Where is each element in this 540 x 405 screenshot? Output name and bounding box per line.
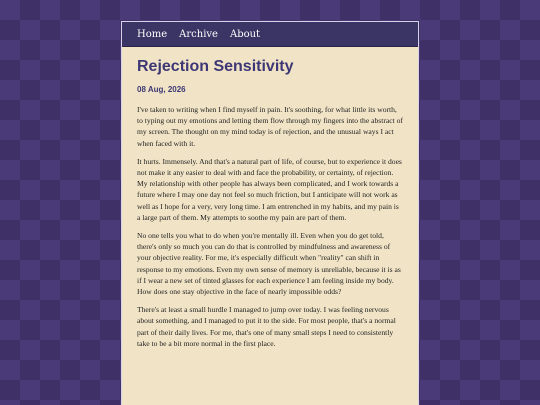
post-body: [137, 104, 403, 349]
post-paragraph: There's at least a small hurdle I managed to jump over today. I was feeling nervous about something, and I managed to put it to the side. For most people, that's a normal part of their daily lives. For me, that's one of many small steps I need to consistently take to be a bit more normal in the first place.: [137, 305, 396, 348]
nav-archive-link[interactable]: Archive: [179, 28, 218, 40]
post-paragraph: I've taken to writing when I find myself in pain. It's soothing, for what little its worth, to typing out my emotions and letting them flow through my fingers into the abstract of my screen. The thought on my mind today is of rejection, and the unusual ways I act when faced with it.: [137, 105, 403, 148]
blog-container: [121, 21, 419, 405]
navbar: [122, 22, 418, 47]
nav-about-link[interactable]: About: [229, 28, 261, 40]
nav-home-link[interactable]: Home: [137, 28, 168, 40]
post-content: [122, 47, 418, 349]
post-title: Rejection Sensitivity: [137, 58, 294, 75]
post-date: 08 Aug, 2026: [137, 85, 186, 94]
post-paragraph: It hurts. Immensely. And that's a natural part of life, of course, but to experience it does not make it any easier to deal with and face the probability, or certainty, of rejection. My relationship with other people has always been complicated, and I work towards a future where I may one day not feel so much friction, but I anticipate will not work as well as I hope for a very, very long time. I am entrenched in my habits, and my pain is a large part of them. My attempts to soothe my pain are part of them.: [137, 156, 402, 222]
post-paragraph: No one tells you what to do when you're mentally ill. Even when you do get told, there's only so much you can do that is controlled by mindfulness and awareness of your objective reality. For me, it's especially difficult when "reality" can shift in response to my emotions. Even my own sense of memory is unreliable, because it is as if I wear a new set of tinted glasses for each experience I am feeling inside my body. How does one stay objective in the face of nearly impossible odds?: [137, 231, 401, 297]
